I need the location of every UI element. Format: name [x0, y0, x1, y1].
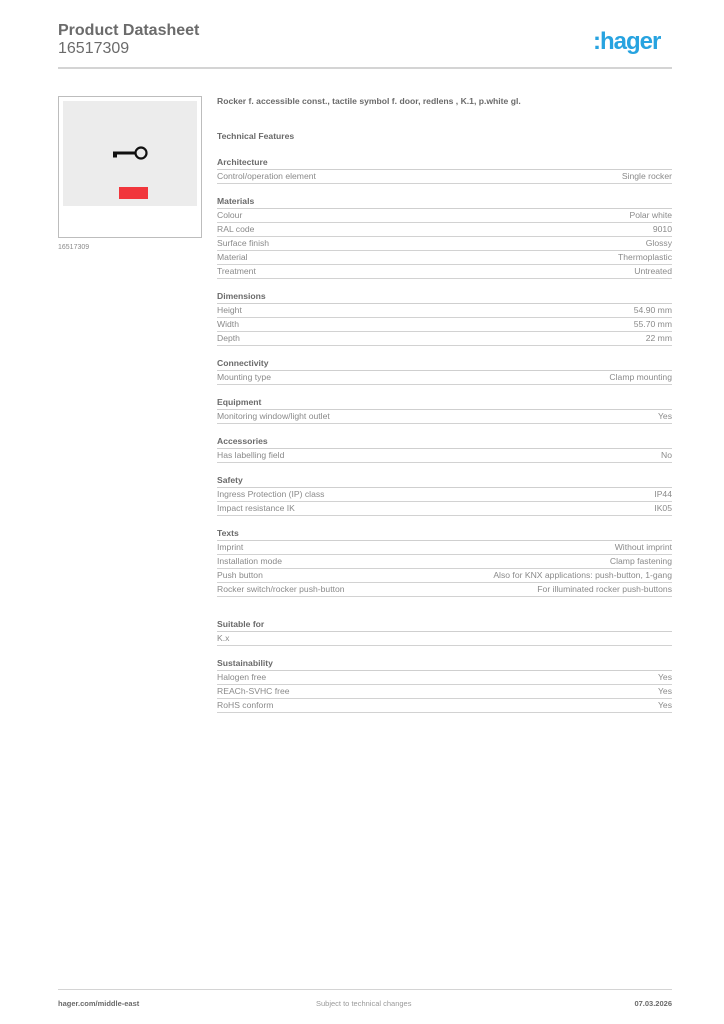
section-equipment — [217, 397, 672, 424]
row-value: Without imprint — [614, 542, 672, 552]
row-label: Impact resistance IK — [217, 503, 295, 513]
section-heading: Texts — [217, 528, 672, 541]
product-photo — [63, 101, 197, 206]
row-label: RAL code — [217, 224, 255, 234]
row-label: Control/operation element — [217, 171, 316, 181]
product-name: Rocker f. accessible const., tactile symbol f. door, redlens , K.1, p.white gl. — [217, 96, 521, 106]
row-label: Imprint — [217, 542, 244, 552]
table-row — [217, 251, 672, 265]
product-number: 16517309 — [58, 40, 130, 57]
key-icon — [111, 143, 151, 163]
section-heading: Safety — [217, 475, 672, 488]
row-value: Yes — [657, 672, 672, 682]
technical-features-title: Technical Features — [217, 131, 295, 141]
table-row — [217, 332, 672, 346]
section-texts — [217, 528, 672, 597]
row-value: 22 mm — [645, 333, 672, 343]
section-heading: Accessories — [217, 436, 672, 449]
section-sustainability — [217, 658, 672, 713]
table-row — [217, 699, 672, 713]
section-accessories — [217, 436, 672, 463]
header-divider — [58, 67, 672, 69]
row-label: Depth — [217, 333, 240, 343]
row-label: Mounting type — [217, 372, 271, 382]
row-label: Has labelling field — [217, 450, 285, 460]
row-value: Clamp fastening — [609, 556, 672, 566]
row-label: Height — [217, 305, 242, 315]
row-value: 54.90 mm — [633, 305, 672, 315]
red-lens — [119, 187, 148, 199]
table-row — [217, 223, 672, 237]
row-label: REACh-SVHC free — [217, 686, 290, 696]
row-value: Thermoplastic — [618, 252, 672, 262]
section-connectivity — [217, 358, 672, 385]
row-label: RoHS conform — [217, 700, 274, 710]
table-row — [217, 237, 672, 251]
footer-divider — [58, 989, 672, 990]
row-value: Yes — [657, 700, 672, 710]
row-value: Yes — [657, 686, 672, 696]
product-image — [58, 96, 202, 238]
row-value: 9010 — [652, 224, 672, 234]
row-value: Untreated — [634, 266, 672, 276]
row-value: 55.70 mm — [633, 319, 672, 329]
section-heading: Dimensions — [217, 291, 672, 304]
row-value: Also for KNX applications: push-button, 1-gang — [493, 570, 672, 580]
row-label: K.x — [217, 633, 230, 643]
table-row — [217, 371, 672, 385]
table-row — [217, 671, 672, 685]
section-heading: Sustainability — [217, 658, 672, 671]
table-row — [217, 502, 672, 516]
row-label: Treatment — [217, 266, 256, 276]
section-heading: Suitable for — [217, 619, 672, 632]
table-row — [217, 569, 672, 583]
image-caption: 16517309 — [58, 244, 90, 251]
row-label: Push button — [217, 570, 263, 580]
hager-logo: :hager — [593, 28, 661, 55]
row-label: Installation mode — [217, 556, 282, 566]
header-title: Product Datasheet — [58, 22, 200, 39]
row-value: Clamp mounting — [609, 372, 672, 382]
row-value: No — [661, 450, 672, 460]
row-value: For illuminated rocker push-buttons — [537, 584, 672, 594]
section-suitable-for — [217, 619, 672, 646]
feature-sections — [217, 157, 672, 713]
footer-notice: Subject to technical changes — [316, 999, 412, 1008]
row-value: IP44 — [654, 489, 672, 499]
row-label: Material — [217, 252, 248, 262]
row-value: IK05 — [654, 503, 672, 513]
table-row — [217, 685, 672, 699]
row-value: Single rocker — [621, 171, 672, 181]
table-row — [217, 449, 672, 463]
table-row — [217, 410, 672, 424]
table-row — [217, 632, 672, 646]
row-label: Rocker switch/rocker push-button — [217, 584, 345, 594]
row-label: Surface finish — [217, 238, 270, 248]
section-dimensions — [217, 291, 672, 346]
table-row — [217, 555, 672, 569]
row-value: Yes — [657, 411, 672, 421]
row-label: Width — [217, 319, 239, 329]
datasheet-content — [217, 96, 672, 713]
row-label: Colour — [217, 210, 243, 220]
section-materials — [217, 196, 672, 279]
row-value: Polar white — [629, 210, 672, 220]
table-row — [217, 209, 672, 223]
table-row — [217, 170, 672, 184]
table-row — [217, 583, 672, 597]
footer-date: 07.03.2026 — [634, 999, 672, 1008]
footer-website-link[interactable]: hager.com/middle-east — [58, 999, 140, 1008]
section-heading: Equipment — [217, 397, 672, 410]
table-row — [217, 318, 672, 332]
table-row — [217, 541, 672, 555]
table-row — [217, 304, 672, 318]
table-row — [217, 265, 672, 279]
section-heading: Materials — [217, 196, 672, 209]
section-safety — [217, 475, 672, 516]
row-value: Glossy — [645, 238, 672, 248]
row-label: Monitoring window/light outlet — [217, 411, 330, 421]
row-label: Ingress Protection (IP) class — [217, 489, 325, 499]
section-heading: Connectivity — [217, 358, 672, 371]
section-architecture — [217, 157, 672, 184]
table-row — [217, 488, 672, 502]
section-heading: Architecture — [217, 157, 672, 170]
row-label: Halogen free — [217, 672, 267, 682]
